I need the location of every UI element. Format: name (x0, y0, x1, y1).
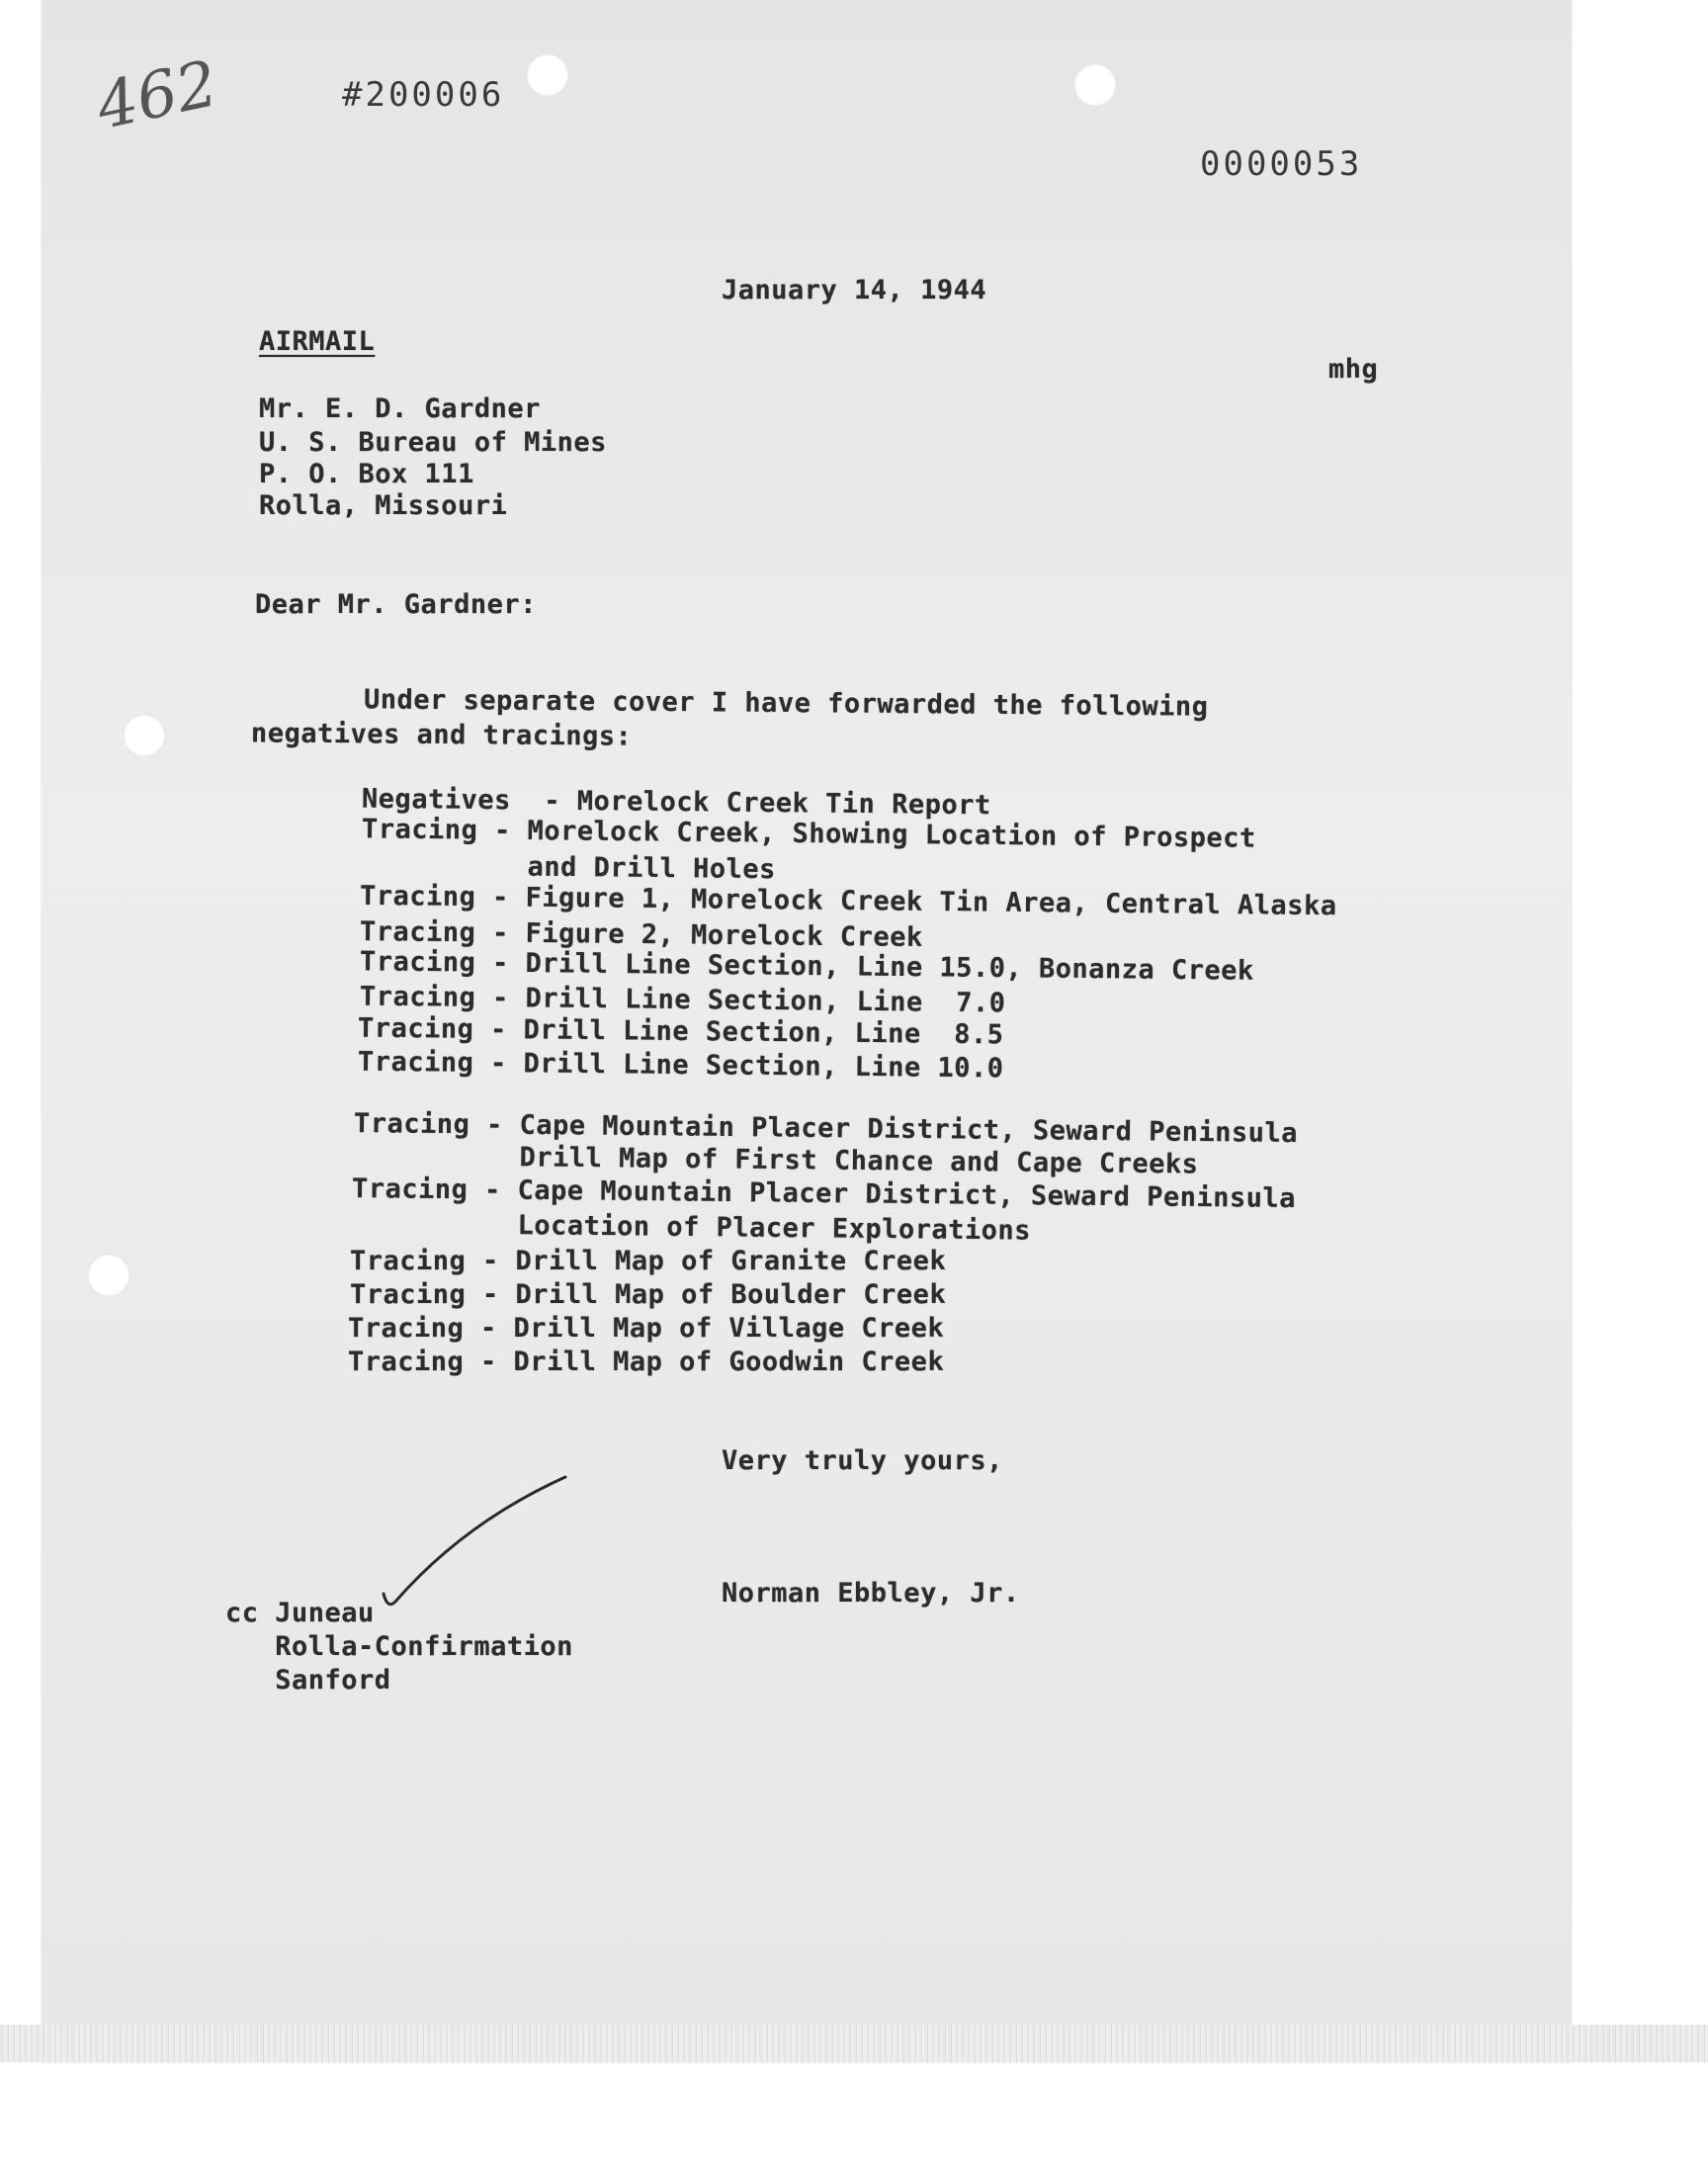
enclosure-item: Negatives - Morelock Creek Tin Report (361, 783, 991, 822)
salutation: Dear Mr. Gardner: (255, 589, 537, 620)
enclosure-item: Tracing - Drill Line Section, Line 8.5 (357, 1012, 1004, 1051)
letter-date: January 14, 1944 (722, 275, 987, 305)
typist-initials: mhg (1328, 354, 1379, 385)
enclosure-item: Tracing - Drill Line Section, Line 7.0 (359, 981, 1006, 1019)
punch-hole (1073, 63, 1117, 107)
check-mark (376, 1473, 573, 1631)
enclosure-item: Tracing - Cape Mountain Placer District, Seward Peninsula (351, 1174, 1297, 1214)
enclosure-item: and Drill Holes (361, 849, 777, 886)
enclosure-item: Drill Map of First Chance and Cape Creeks (353, 1140, 1199, 1180)
enclosure-item: Tracing - Drill Map of Village Creek (348, 1313, 945, 1344)
handwritten-number: 462 (90, 47, 224, 144)
enclosure-item: Tracing - Drill Line Section, Line 15.0, Bonanza Creek (359, 946, 1254, 987)
enclosure-item: Tracing - Figure 2, Morelock Creek (359, 916, 923, 953)
intro-line: Under separate cover I have forwarded the following (363, 684, 1209, 723)
enclosure-item: Tracing - Drill Map of Granite Creek (350, 1246, 947, 1276)
punch-hole (123, 714, 166, 757)
address-line: P. O. Box 111 (259, 459, 474, 489)
enclosure-item: Tracing - Drill Line Section, Line 10.0 (357, 1046, 1004, 1085)
cc-line: Rolla-Confirmation (225, 1631, 573, 1662)
enclosure-item: Location of Placer Explorations (351, 1208, 1032, 1247)
address-line: U. S. Bureau of Mines (259, 427, 607, 458)
cc-line: Sanford (225, 1665, 391, 1696)
punch-hole (526, 53, 569, 97)
page-number: 0000053 (1200, 144, 1363, 184)
address-line: Rolla, Missouri (259, 490, 508, 521)
enclosure-item: Tracing - Figure 1, Morelock Creek Tin Area, Central Alaska (359, 880, 1337, 922)
cc-line: cc Juneau (225, 1598, 375, 1628)
punch-hole (87, 1254, 130, 1297)
enclosure-item: Tracing - Morelock Creek, Showing Location of Prospect (361, 814, 1256, 854)
stamp-number: #200006 (342, 75, 505, 115)
intro-line: negatives and tracings: (250, 718, 633, 752)
address-line: Mr. E. D. Gardner (259, 393, 541, 424)
scan-edge-strip (0, 2025, 1708, 2062)
enclosure-item: Tracing - Drill Map of Goodwin Creek (348, 1347, 945, 1377)
signer-name: Norman Ebbley, Jr. (722, 1578, 1020, 1609)
delivery-method: AIRMAIL (259, 326, 376, 357)
enclosure-item: Tracing - Cape Mountain Placer District, Seward Peninsula (353, 1108, 1299, 1149)
closing: Very truly yours, (722, 1445, 1003, 1476)
enclosure-item: Tracing - Drill Map of Boulder Creek (350, 1279, 947, 1310)
